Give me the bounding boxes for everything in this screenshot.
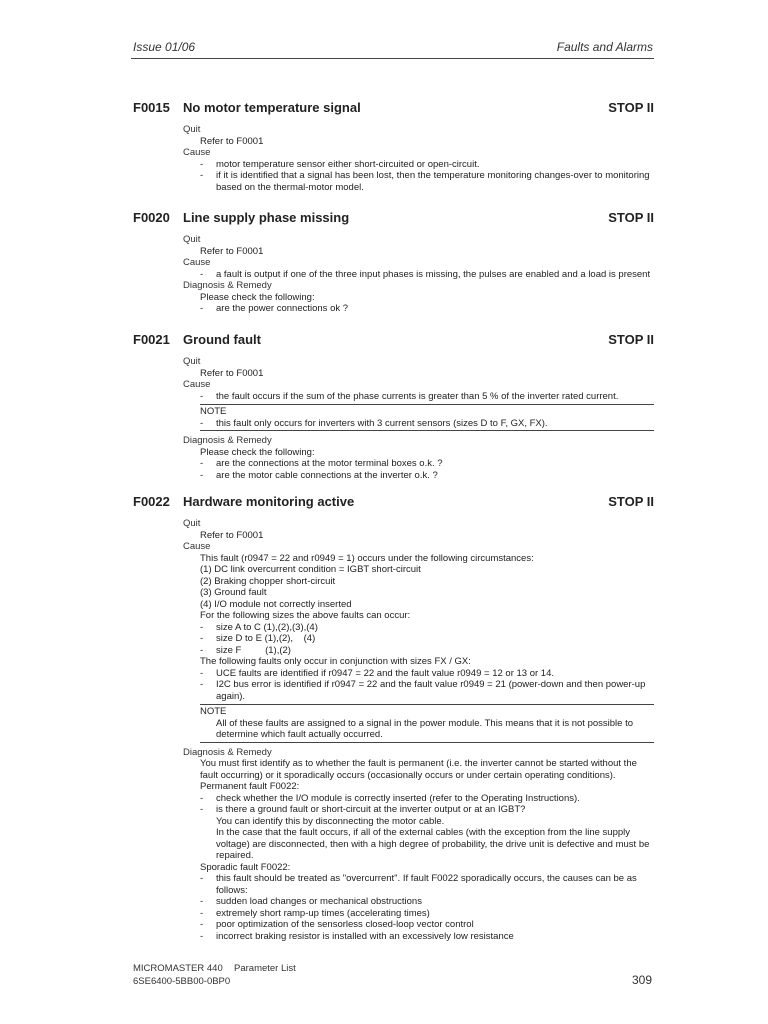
permanent-fault-label: Permanent fault F0022: [200,781,300,792]
cause-line: This fault (r0947 = 22 and r0949 = 1) occurs under the following circumstances: [200,552,534,564]
cause-label: Cause [183,147,211,158]
quit-text: Refer to F0001 [200,245,264,257]
fault-title: Line supply phase missing [183,210,350,225]
fault-heading [133,332,654,350]
diagnosis-label: Diagnosis & Remedy [183,280,272,291]
quit-text: Refer to F0001 [200,529,264,541]
fault-heading [133,210,654,228]
diagnosis-intro: You must first identify as to whether the fault is permanent (i.e. the inverter cannot be started without the fault occurring) or it sporadically occurs (occasionally occurs or under certain operating conditions). [200,758,637,781]
cause-label: Cause [183,257,211,268]
quit-text: Refer to F0001 [200,367,264,379]
fault-code: F0020 [133,210,170,225]
diagnosis-intro: Please check the following: [200,446,315,458]
sporadic-item: - this fault should be treated as "overcurrent". If fault F0022 sporadically occurs, the causes can be as follows: [200,873,637,896]
cause-item: - a fault is output if one of the three input phases is missing, the pulses are enabled and a load is present [200,268,651,280]
quit-label: Quit [183,124,201,135]
note-label: NOTE [200,706,227,717]
quit-text: Refer to F0001 [200,135,264,147]
cause-item: - motor temperature sensor either short-circuited or open-circuit. [200,158,480,170]
fault-reaction: STOP II [608,332,654,347]
sporadic-item: - poor optimization of the sensorless closed-loop vector control [200,919,474,930]
note-box [200,704,654,743]
note-item: - this fault only occurs for inverters with 3 current sensors (sizes D to F, GX, FX). [200,417,548,429]
note-text: All of these faults are assigned to a signal in the power module. This means that it is not possible to determine which fault actually occurred. [216,717,634,740]
fault-code: F0022 [133,494,170,509]
fault-f0022 [133,494,654,942]
cause-line: For the following sizes the above faults can occur: [200,610,411,621]
diagnosis-item: - are the power connections ok ? [200,303,349,314]
size-item: - size F (1),(2) [200,644,291,656]
fault-title: Ground fault [183,332,261,347]
footer-product: MICROMASTER 440 [133,963,223,974]
fault-reaction: STOP II [608,100,654,115]
fault-body [133,518,654,942]
diagnosis-item: - are the connections at the motor terminal boxes o.k. ? [200,458,443,469]
diagnosis-intro: Please check the following: [200,291,315,303]
diagnosis-label: Diagnosis & Remedy [183,435,272,446]
cause-line: (1) DC link overcurrent condition = IGBT short-circuit [200,564,421,575]
footer-doc-title: Parameter List [234,963,296,974]
header-section: Faults and Alarms [556,40,653,54]
quit-label: Quit [183,518,201,529]
fault-title: Hardware monitoring active [183,494,355,509]
fault-heading [133,100,654,118]
diagnosis-item: - are the motor cable connections at the inverter o.k. ? [200,469,438,481]
sporadic-fault-label: Sporadic fault F0022: [200,861,291,873]
permanent-item: - check whether the I/O module is correctly inserted (refer to the Operating Instructions). [200,792,580,804]
fx-intro: The following faults only occur in conjunction with sizes FX / GX: [200,656,471,667]
sporadic-item: - incorrect braking resistor is installed with an excessively low resistance [200,930,514,942]
permanent-subtext: In the case that the fault occurs, if all of the external cables (with the exception from the line supply voltage) are disconnected, then with a high degree of probability, the drive unit is defective and must be repaired. [216,827,650,861]
fault-reaction: STOP II [608,494,654,509]
sporadic-item: - extremely short ramp-up times (accelerating times) [200,907,430,919]
fault-code: F0021 [133,332,170,347]
fault-f0015 [133,100,654,193]
permanent-subtext: You can identify this by disconnecting the motor cable. [216,815,445,827]
fault-f0021 [133,332,654,481]
header-issue: Issue 01/06 [133,40,196,54]
fault-f0020 [133,210,654,315]
fault-heading [133,494,654,512]
sporadic-item: - sudden load changes or mechanical obstructions [200,896,422,907]
fx-item: - I2C bus error is identified if r0947 = 22 and the fault value r0949 = 21 (power-down and then power-up again). [200,679,646,702]
cause-item: - the fault occurs if the sum of the phase currents is greater than 5 % of the inverter rated current. [200,390,619,402]
fault-reaction: STOP II [608,210,654,225]
note-label: NOTE [200,406,227,417]
size-item: - size D to E (1),(2), (4) [200,633,316,644]
fault-body [133,356,654,481]
cause-label: Cause [183,379,211,390]
fx-item: - UCE faults are identified if r0947 = 22 and the fault value r0949 = 12 or 13 or 14. [200,667,554,679]
cause-line: (2) Braking chopper short-circuit [200,575,336,587]
fault-body [133,234,654,315]
footer-order-number: 6SE6400-5BB00-0BP0 [133,976,231,987]
quit-label: Quit [183,234,201,245]
header-rule [131,58,654,59]
cause-line: (3) Ground fault [200,587,267,598]
cause-item: - if it is identified that a signal has been lost, then the temperature monitoring changes-over to monitoring based on the thermal-motor model. [200,170,650,193]
fault-body [133,124,654,193]
page-number: 309 [631,973,652,987]
cause-line: (4) I/O module not correctly inserted [200,598,352,610]
fault-code: F0015 [133,100,170,115]
size-item: - size A to C (1),(2),(3),(4) [200,621,318,633]
quit-label: Quit [183,356,201,367]
cause-label: Cause [183,541,211,552]
permanent-item: - is there a ground fault or short-circuit at the inverter output or at an IGBT? [200,804,526,815]
diagnosis-label: Diagnosis & Remedy [183,746,272,758]
note-box [200,404,654,431]
fault-title: No motor temperature signal [183,100,361,115]
